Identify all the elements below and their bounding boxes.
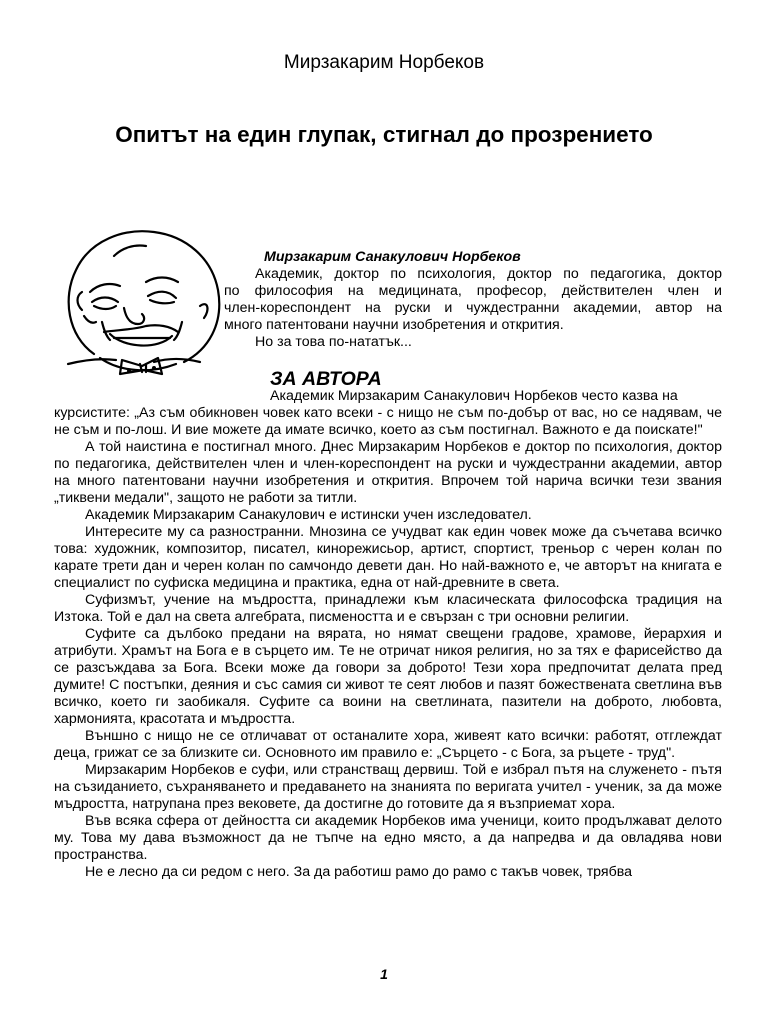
paragraph: Академик Мирзакарим Санакулович е истински учен изследовател. bbox=[85, 507, 532, 523]
author-portrait-sketch bbox=[54, 226, 228, 396]
bio-text-line: Академик, доктор по психология, доктор по педагогика, доктор bbox=[255, 266, 722, 282]
paragraph: Не е лесно да си редом с него. За да работиш рамо до рамо с такъв човек, трябва bbox=[85, 864, 632, 880]
paragraph: Интересите му са разностранни. Мнозина се учудват как един човек може да съчетава всичко това: художник, композитор, писател, кинорежисьор, артист, спортист, треньор с черен колан по карате трети дан и черен колан по самчондо девети дан. Но най-важното е, че авторът на книгата е специалист по суфиска медицина и практика, една от най-древните в света. bbox=[54, 524, 722, 591]
paragraph: А той наистина е постигнал много. Днес Мирзакарим Норбеков е доктор по психология, доктор по педагогика, действителен член и член-кореспондент на руски и чуждестранни академии, автор на много патентовани научни изобретения и открития. Впрочем той нарича всички тези звания „тиквени медали", защото не работи за титли. bbox=[54, 439, 722, 506]
section-first-line-block bbox=[270, 388, 722, 405]
book-title: Опитът на един глупак, стигнал до прозрението bbox=[115, 122, 653, 147]
author-header: Мирзакарим Норбеков bbox=[283, 52, 485, 73]
paragraph: курсистите: „Аз съм обикновен човек като всеки - с нищо не съм по-добър от вас, но се надявам, че не съм и по-лош. И вие можете да имате всичко, което аз съм постигнал. Важното е да поискате!" bbox=[54, 405, 722, 438]
bio-text-line: много патентовани научни изобретения и открития. bbox=[224, 317, 564, 333]
page-number: 1 bbox=[380, 966, 388, 982]
paragraph: Суфите са дълбоко предани на вярата, но нямат свещени градове, храмове, йерархия и атрибути. Храмът на Бога е в сърцето им. Те не отричат никоя религия, но за тях е фарисейство да се разсъждава за Бога. Всеки може да говори за доброто! Тези хора предпочитат делата пред думите! С постъпки, деяния и със самия си живот те сеят любов и пазят божествената светлина във всичко, което ги заобикаля. Суфите са воини на светлината, пазители на доброто, любовта, хармонията, красотата и мъдростта. bbox=[54, 626, 722, 727]
bio-text-line: по философия на медицината, професор, действителен член и bbox=[224, 283, 722, 299]
paragraph: Суфизмът, учение на мъдростта, принадлежи към класическата философска традиция на Изтока. Той е дал на света алгебрата, писмеността и е свързан с три основни религии. bbox=[54, 592, 722, 625]
author-bio-block bbox=[224, 249, 722, 351]
section-heading: ЗА АВТОРА bbox=[270, 368, 382, 390]
author-full-name: Мирзакарим Санакулович Норбеков bbox=[264, 249, 521, 265]
bio-text-line: член-кореспондент на руски и чуждестранни академии, автор на bbox=[224, 300, 722, 316]
paragraph-first-line: Академик Мирзакарим Санакулович Норбеков често казва на bbox=[270, 388, 678, 404]
paragraph: Външно с нищо не се отличават от останалите хора, живеят като всички: работят, отглеждат деца, грижат се за близките си. Основното им правило е: „Сърцето - с Бога, за ръцете - труд". bbox=[54, 728, 722, 761]
main-text-block bbox=[54, 405, 722, 881]
paragraph: Мирзакарим Норбеков е суфи, или странстващ дервиш. Той е избрал пътя на служенето - пътя на съзиданието, съхраняването и предаването на знанията по веригата учител - ученик, за да може мъдростта, натрупана през вековете, да достигне до готовите да я възприемат хора. bbox=[54, 762, 722, 812]
paragraph: Във всяка сфера от дейността си академик Норбеков има ученици, които продължават делото му. Това му дава възможност да не тъпче на едно място, а да напредва и да овладява нови пространства. bbox=[54, 813, 722, 863]
bio-text-line: Но за това по-нататък... bbox=[255, 334, 412, 350]
